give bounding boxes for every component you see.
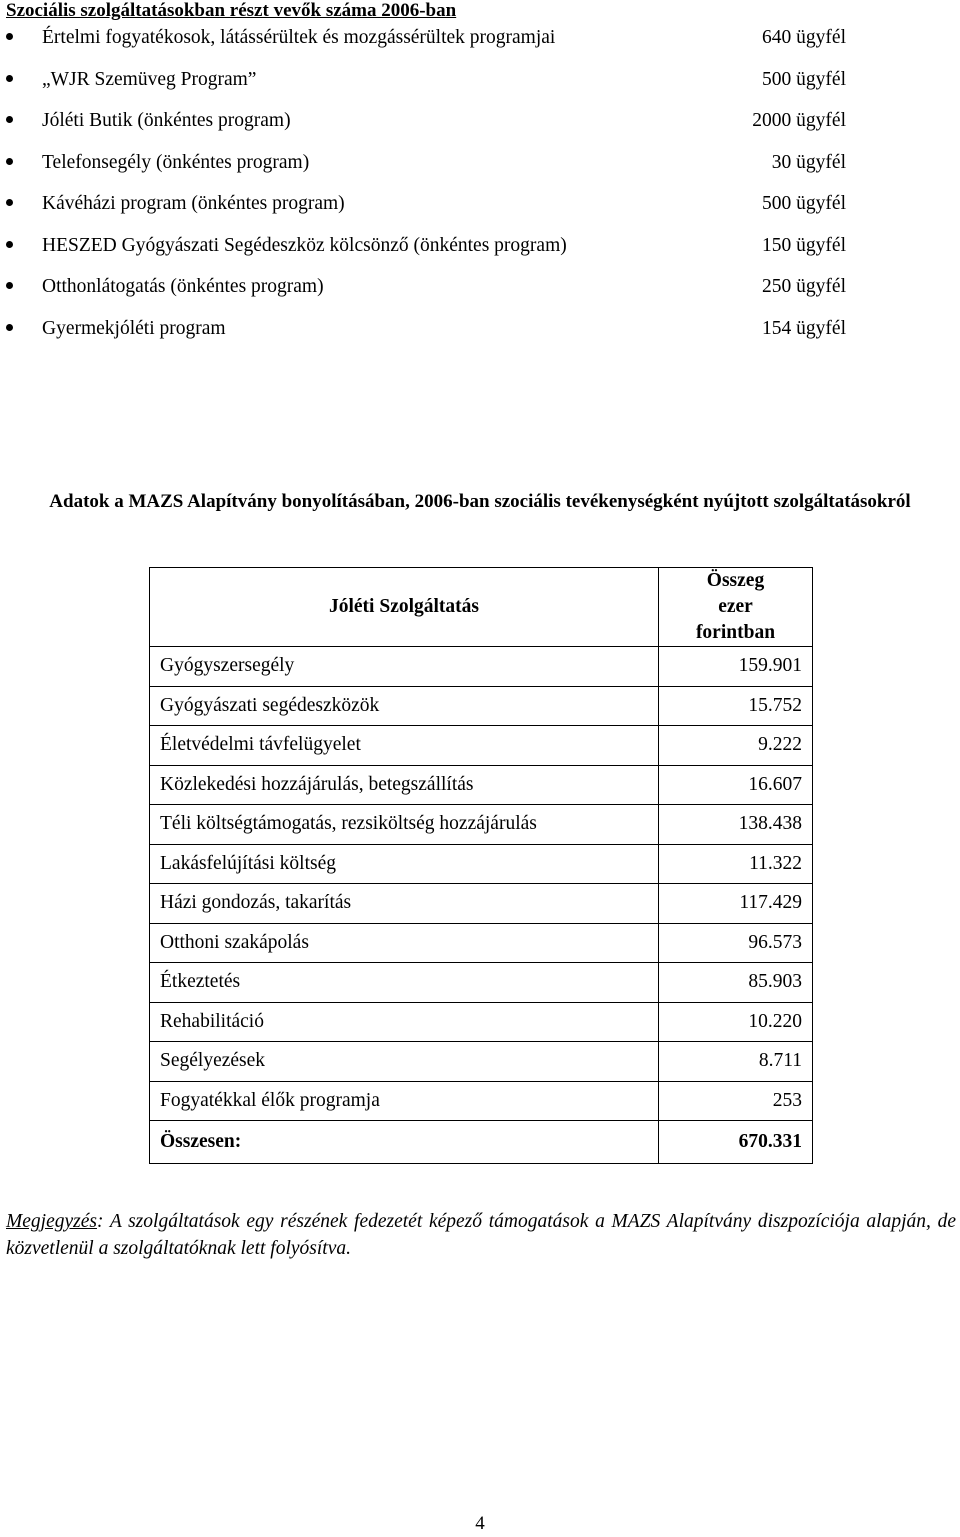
table-row	[150, 884, 813, 924]
service-name: Gyógyászati segédeszközök	[150, 686, 659, 726]
program-count: 500 ügyfél	[762, 193, 846, 214]
service-amount: 11.322	[659, 844, 813, 884]
program-name: Gyermekjóléti program	[42, 317, 226, 339]
program-item	[0, 24, 960, 66]
table-row	[150, 1042, 813, 1082]
program-count: 154 ügyfél	[762, 317, 846, 339]
program-item	[0, 190, 960, 232]
program-list	[0, 24, 960, 356]
program-name: Jóléti Butik (önkéntes program)	[42, 110, 291, 131]
note-label: Megjegyzés	[6, 1211, 97, 1232]
service-amount: 85.903	[659, 963, 813, 1003]
program-count: 640 ügyfél	[762, 27, 846, 48]
header-amount-line-2: ezer	[718, 596, 753, 617]
service-amount: 15.752	[659, 686, 813, 726]
note-text: : A szolgáltatások egy részének fedezetét képező támogatások a MAZS Alapítvány diszpozíciója alapján, de közvetlenül a szolgáltatóknak lett folyósítva.	[6, 1211, 956, 1259]
service-name: Életvédelmi távfelügyelet	[150, 726, 659, 766]
service-name: Otthoni szakápolás	[150, 923, 659, 963]
section-title: Szociális szolgáltatásokban részt vevők száma 2006-ban	[6, 0, 457, 21]
table-row	[150, 1081, 813, 1121]
service-name: Rehabilitáció	[150, 1002, 659, 1042]
bullet-icon	[6, 199, 13, 206]
table-row	[150, 805, 813, 845]
bullet-icon	[6, 33, 13, 40]
bullet-icon	[6, 75, 13, 82]
service-amount: 117.429	[659, 884, 813, 924]
program-item	[0, 149, 960, 191]
bullet-icon	[6, 324, 13, 331]
header-service: Jóléti Szolgáltatás	[150, 568, 659, 647]
program-count: 150 ügyfél	[762, 234, 846, 256]
service-name: Étkeztetés	[150, 963, 659, 1003]
table-row	[150, 726, 813, 766]
program-item	[0, 315, 960, 357]
table-row	[150, 647, 813, 687]
table-row	[150, 844, 813, 884]
service-amount: 9.222	[659, 726, 813, 766]
table-row	[150, 1002, 813, 1042]
service-amount: 96.573	[659, 923, 813, 963]
service-name: Közlekedési hozzájárulás, betegszállítás	[150, 765, 659, 805]
table-row	[150, 765, 813, 805]
header-amount-line-3: forintban	[695, 622, 776, 643]
service-amount: 10.220	[659, 1002, 813, 1042]
service-name: Lakásfelújítási költség	[150, 844, 659, 884]
program-name: Értelmi fogyatékosok, látássérültek és mozgássérültek programjai	[42, 27, 556, 48]
service-amount: 138.438	[659, 805, 813, 845]
bullet-icon	[6, 241, 13, 248]
program-item	[0, 66, 960, 108]
service-amount: 253	[659, 1081, 813, 1121]
program-count: 250 ügyfél	[762, 276, 846, 297]
table-header-row	[150, 568, 813, 647]
table-heading: Adatok a MAZS Alapítvány bonyolításában, 2006-ban szociális tevékenységként nyújtott szolgáltatásokról	[49, 491, 911, 512]
program-name: Kávéházi program (önkéntes program)	[42, 193, 345, 214]
bullet-icon	[6, 158, 13, 165]
service-name: Fogyatékkal élők programja	[150, 1081, 659, 1121]
service-amount: 159.901	[659, 647, 813, 687]
program-count: 2000 ügyfél	[752, 110, 846, 131]
program-count: 30 ügyfél	[771, 151, 846, 173]
table-row	[150, 686, 813, 726]
program-count: 500 ügyfél	[762, 68, 846, 90]
program-item	[0, 232, 960, 274]
note-paragraph	[6, 1208, 956, 1262]
header-amount	[659, 568, 813, 647]
program-name: „WJR Szemüveg Program”	[42, 68, 257, 90]
table-row	[150, 963, 813, 1003]
bullet-icon	[6, 116, 13, 123]
table-row	[150, 923, 813, 963]
service-name: Gyógyszersegély	[150, 647, 659, 687]
program-item	[0, 107, 960, 149]
program-item	[0, 273, 960, 315]
service-amount: 16.607	[659, 765, 813, 805]
program-name: Telefonsegély (önkéntes program)	[42, 151, 310, 173]
service-name: Házi gondozás, takarítás	[150, 884, 659, 924]
program-name: Otthonlátogatás (önkéntes program)	[42, 276, 324, 297]
total-label: Összesen:	[150, 1121, 659, 1164]
service-name: Segélyezések	[150, 1042, 659, 1082]
service-name: Téli költségtámogatás, rezsiköltség hozzájárulás	[150, 805, 659, 845]
service-amount: 8.711	[659, 1042, 813, 1082]
header-amount-line-1: Összeg	[706, 570, 765, 591]
bullet-icon	[6, 282, 13, 289]
page-number: 4	[475, 1513, 485, 1534]
total-amount: 670.331	[659, 1121, 813, 1164]
table-total-row	[150, 1121, 813, 1164]
program-name: HESZED Gyógyászati Segédeszköz kölcsönző (önkéntes program)	[42, 234, 567, 256]
services-table	[149, 567, 813, 1164]
